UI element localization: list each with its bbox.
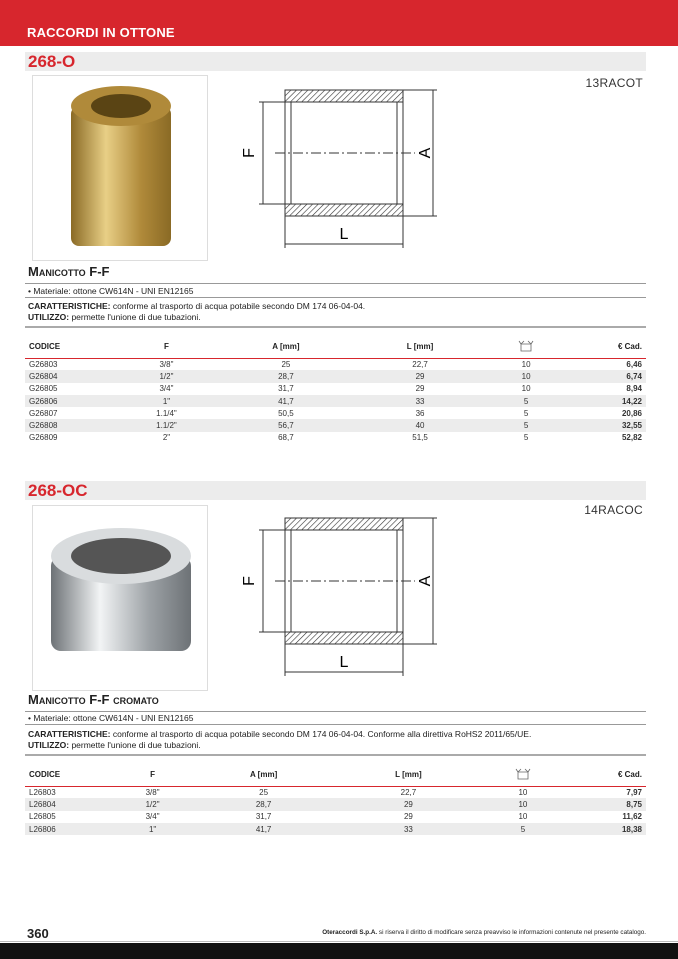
dim-f-label: F [241, 576, 258, 586]
page-number: 360 [27, 926, 49, 941]
table-row [25, 370, 646, 382]
divider [25, 326, 646, 328]
table-row [25, 395, 646, 407]
usage [28, 312, 201, 322]
cell: 1" [115, 395, 218, 407]
table-row [25, 407, 646, 419]
cell: 1/2" [115, 798, 190, 810]
characteristics-label: CARATTERISTICHE: [28, 729, 111, 739]
cell: 1.1/2" [115, 419, 218, 431]
drawing-container [235, 500, 445, 690]
characteristics [28, 301, 365, 311]
cell: 10 [518, 812, 528, 822]
header-a: A [mm] [218, 336, 354, 358]
footer-bar [0, 943, 678, 959]
characteristics-label: CARATTERISTICHE: [28, 301, 111, 311]
company-name: Oteraccordi S.p.A. [322, 929, 378, 936]
catalog-code: 13RACOT [585, 76, 643, 90]
cell: 18,38 [566, 823, 646, 835]
cell: G26807 [29, 408, 58, 418]
cell: 1" [115, 823, 190, 835]
package-box-icon [480, 764, 566, 786]
divider [25, 711, 646, 712]
table-header-row [25, 336, 646, 358]
cell: 68,7 [278, 433, 294, 443]
cell: 22,7 [400, 787, 417, 797]
header-f: F [115, 336, 218, 358]
cell: 41,7 [218, 395, 354, 407]
dim-f-label: F [241, 148, 258, 158]
material-text: • Materiale: ottone CW614N - UNI EN12165 [28, 286, 194, 296]
cell: 28,7 [218, 370, 354, 382]
cell: 5 [480, 823, 566, 835]
cell: 3/8" [145, 787, 160, 797]
table-row [25, 419, 646, 431]
usage [28, 740, 201, 750]
cell: 31,7 [278, 384, 294, 394]
cell: 3/4" [159, 384, 174, 394]
cell: 40 [354, 419, 486, 431]
technical-drawing [235, 72, 445, 262]
cell: L26804 [25, 798, 115, 810]
dim-a-label: A [417, 575, 434, 587]
product-photo [33, 506, 207, 690]
product-photo [33, 76, 207, 260]
divider [25, 724, 646, 725]
characteristics-text: conforme al trasporto di acqua potabile secondo DM 174 06-04-04. [110, 301, 366, 311]
header-price: € Cad. [566, 336, 646, 358]
divider [25, 754, 646, 756]
dim-l-label: L [339, 654, 349, 671]
table-row [25, 358, 646, 370]
cell: 28,7 [190, 798, 337, 810]
cell: 33 [337, 823, 480, 835]
cell: L26805 [29, 812, 56, 822]
cell: 5 [486, 419, 566, 431]
drawing-container [235, 72, 445, 262]
divider [25, 283, 646, 284]
product-table [25, 764, 646, 835]
divider [0, 941, 678, 942]
section-title-bar [25, 52, 646, 71]
table-row [25, 811, 646, 823]
table-row [25, 786, 646, 798]
cell: 7,97 [626, 787, 642, 797]
technical-drawing [235, 500, 445, 690]
cell: 41,7 [190, 823, 337, 835]
cell: L26803 [29, 787, 56, 797]
product-title: Manicotto F-F [28, 264, 110, 279]
package-box-icon [486, 336, 566, 358]
cell: 1.1/4" [156, 408, 177, 418]
disclaimer: si riserva il diritto di modificare senza preavviso le informazioni contenute nel presente catalogo. [377, 929, 646, 936]
cell: G26804 [25, 370, 115, 382]
cell: 20,86 [621, 408, 642, 418]
cell: 10 [518, 787, 528, 797]
product-image [32, 505, 208, 691]
product-image [32, 75, 208, 261]
table-header-row [25, 764, 646, 786]
usage-label: UTILIZZO: [28, 312, 70, 322]
cell: 1/2" [115, 370, 218, 382]
cell: 5 [523, 408, 529, 418]
product-table [25, 336, 646, 444]
characteristics [28, 729, 531, 739]
cell: 5 [523, 433, 529, 443]
header-l: L [mm] [337, 764, 480, 786]
header-codice: CODICE [25, 764, 115, 786]
cell: 2" [162, 433, 171, 443]
cell: 32,55 [566, 419, 646, 431]
usage-text: permette l'unione di due tubazioni. [69, 312, 201, 322]
dim-l-label: L [339, 226, 349, 243]
cell: 33 [354, 395, 486, 407]
cell: 10 [521, 384, 531, 394]
cell: 36 [415, 408, 425, 418]
cell: 6,74 [566, 370, 646, 382]
cell: 3/4" [145, 812, 160, 822]
header-f: F [115, 764, 190, 786]
cell: 3/8" [159, 359, 174, 369]
cell: G26803 [29, 359, 58, 369]
cell: 10 [480, 798, 566, 810]
cell: 25 [281, 359, 291, 369]
header-a: A [mm] [190, 764, 337, 786]
table-row [25, 432, 646, 444]
cell: 8,94 [626, 384, 642, 394]
usage-text: permette l'unione di due tubazioni. [69, 740, 201, 750]
header-title: RACCORDI IN OTTONE [27, 25, 175, 40]
cell: L26806 [25, 823, 115, 835]
cell: G26805 [29, 384, 58, 394]
cell: 29 [337, 798, 480, 810]
cell: 10 [486, 370, 566, 382]
cell: 25 [259, 787, 269, 797]
footer-note [322, 929, 646, 936]
cell: 29 [415, 384, 425, 394]
cell: G26808 [25, 419, 115, 431]
usage-label: UTILIZZO: [28, 740, 70, 750]
cell: G26809 [29, 433, 58, 443]
table-row [25, 823, 646, 835]
cell: 56,7 [218, 419, 354, 431]
cell: 10 [521, 359, 531, 369]
cell: 6,46 [626, 359, 642, 369]
cell: 31,7 [255, 812, 272, 822]
section-title-bar [25, 481, 646, 500]
characteristics-text: conforme al trasporto di acqua potabile secondo DM 174 06-04-04. Conforme alla direttiva RoHS2 2011/65/UE. [110, 729, 532, 739]
cell: G26806 [25, 395, 115, 407]
header-codice: CODICE [25, 336, 115, 358]
cell: 51,5 [412, 433, 428, 443]
table-row [25, 383, 646, 395]
cell: 29 [354, 370, 486, 382]
table-row [25, 798, 646, 810]
divider [25, 297, 646, 298]
header-price: € Cad. [566, 764, 646, 786]
product-title: Manicotto F-F cromato [28, 692, 159, 707]
cell: 5 [486, 395, 566, 407]
section-title: 268-O [28, 52, 76, 71]
cell: 8,75 [566, 798, 646, 810]
cell: 14,22 [566, 395, 646, 407]
header-bar [0, 0, 678, 46]
cell: 22,7 [412, 359, 428, 369]
cell: 52,82 [621, 433, 642, 443]
dim-a-label: A [417, 147, 434, 159]
cell: 50,5 [278, 408, 294, 418]
cell: 11,62 [622, 812, 642, 822]
header-l: L [mm] [354, 336, 486, 358]
section-title: 268-OC [28, 481, 88, 500]
cell: 29 [403, 812, 413, 822]
catalog-code: 14RACOC [584, 503, 643, 517]
material-text: • Materiale: ottone CW614N - UNI EN12165 [28, 713, 194, 723]
